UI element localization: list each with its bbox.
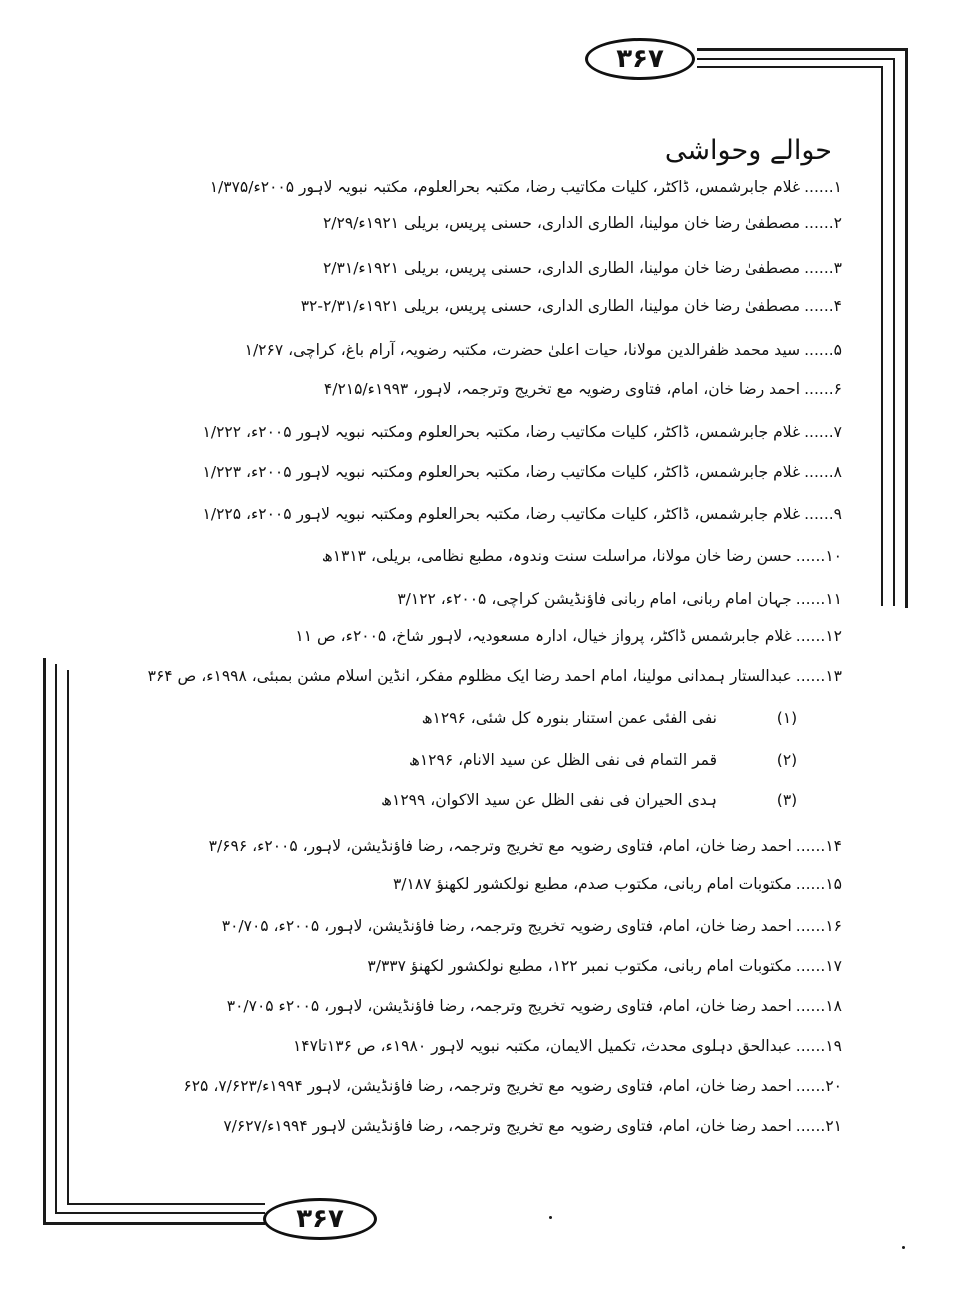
- footnote-item: ۱۴......احمد رضا خان، امام، فتاوی رضویہ مع تخریج وترجمہ، رضا فاؤنڈیشن، لاہور، ۲۰۰۵ء، ۳/۶۹۶: [208, 837, 842, 855]
- footnote-item: ۳......مصطفیٰ رضا خان مولینا، الطاری الداری، حسنی پریس، بریلی ۱۹۲۱ء/۲/۳۱: [322, 259, 842, 277]
- scan-speck: [549, 1216, 552, 1219]
- footnote-item: ۱۷......مکتوبات امام ربانی، مکتوب نمبر ۱۲۲، مطبع نولکشور لکھنؤ ۳/۳۳۷: [367, 957, 842, 975]
- page-number-top: ۳۶۷: [585, 38, 695, 80]
- footnote-item: ۱۹......عبدالحق دہلوی محدث، تکمیل الایمان، مکتبہ نبویہ لاہور ۱۹۸۰ء، ص ۱۳۶تا۱۴۷: [292, 1037, 842, 1055]
- footnote-item: ۲۱......احمد رضا خان، امام، فتاوی رضویہ مع تخریج وترجمہ، رضا فاؤنڈیشن لاہور ۱۹۹۴ء/۷/۶۲۷: [223, 1117, 842, 1135]
- footnote-item: ۱۳......عبدالستار ہمدانی مولینا، امام احمد رضا ایک مظلوم مفکر، انڈین اسلام مشن بمبئی، ۱۹۹۸ء، ص ۳۶۴: [147, 667, 842, 685]
- subnote-text: ہدی الحیران فی نفی الظل عن سید الاکوان، ۱۲۹۹ھ: [381, 791, 717, 809]
- scan-speck: [902, 1246, 905, 1249]
- footnote-item: ۱۰......حسن رضا خان مولانا، مراسلت سنت وندوہ، مطبع نظامی، بریلی، ۱۳۱۳ھ: [321, 547, 842, 565]
- footnote-item: ۵......سید محمد ظفرالدین مولانا، حیات اعلیٰ حضرت، مکتبہ رضویہ، آرام باغ، کراچی، ۱/۲۶۷: [244, 341, 842, 359]
- subnote-text: قمر التمام فی نفی الظل عن سید الانام، ۱۲۹۶ھ: [409, 751, 717, 769]
- subnote-text: نفی الفئی عمن استنار بنورہ کل شئی، ۱۲۹۶ھ: [421, 709, 717, 727]
- footnote-item: ۱۸......احمد رضا خان، امام، فتاوی رضویہ تخریج وترجمہ، رضا فاؤنڈیشن، لاہور، ۲۰۰۵ء ۳۰/۷۰۵: [226, 997, 842, 1015]
- footnote-item: ۹......غلام جابرشمس، ڈاکٹر، کلیات مکاتیب رضا، مکتبہ بحرالعلوم ومکتبہ نبویہ لاہور ۲۰۰۵ء، ۱/۲۲۵: [202, 505, 842, 523]
- subnote-marker: (۱): [776, 709, 798, 727]
- footnote-item: ۷......غلام جابرشمس، ڈاکٹر، کلیات مکاتیب رضا، مکتبہ بحرالعلوم ومکتبہ نبویہ لاہور ۲۰۰۵ء، ۱/۲۲۲: [202, 423, 842, 441]
- footnote-item: ۱۵......مکتوبات امام ربانی، مکتوب صدم، مطبع نولکشور لکھنؤ ۳/۱۸۷: [392, 875, 842, 893]
- section-heading: حوالے وحواشی: [664, 135, 832, 166]
- footnote-item: ۸......غلام جابرشمس، ڈاکٹر، کلیات مکاتیب رضا، مکتبہ بحرالعلوم ومکتبہ نبویہ لاہور ۲۰۰۵ء، ۱/۲۲۳: [202, 463, 842, 481]
- footnote-item: ۱۱......جہان امام ربانی، امام ربانی فاؤنڈیشن کراچی، ۲۰۰۵ء، ۳/۱۲۲: [397, 590, 842, 608]
- footnote-item: ۲......مصطفیٰ رضا خان مولینا، الطاری الداری، حسنی پریس، بریلی ۱۹۲۱ء/۲/۲۹: [322, 214, 842, 232]
- footnote-item: ۱......غلام جابرشمس، ڈاکٹر، کلیات مکاتیب رضا، مکتبہ بحرالعلوم، مکتبہ نبویہ لاہور ۲۰۰۵ء/۱/۳۷۵: [209, 178, 842, 196]
- page-number-bottom: ۳۶۷: [263, 1198, 377, 1240]
- subnote-item: [292, 789, 812, 811]
- subnote-marker: (۲): [776, 751, 798, 769]
- footnote-item: ۴......مصطفیٰ رضا خان مولینا، الطاری الداری، حسنی پریس، بریلی ۱۹۲۱ء/۲/۳۱-۳۲: [300, 297, 842, 315]
- subnote-marker: (۳): [776, 791, 798, 809]
- footnote-item: ۱۲......غلام جابرشمس ڈاکٹر، پرواز خیال، ادارہ مسعودیہ، لاہور شاخ، ۲۰۰۵ء، ص ۱۱: [295, 627, 842, 645]
- footnote-item: ۲۰......احمد رضا خان، امام، فتاوی رضویہ مع تخریج وترجمہ، رضا فاؤنڈیشن، لاہور ۱۹۹۴ء/۷/۶۲۳، ۶۲۵: [183, 1077, 842, 1095]
- subnote-item: [292, 749, 812, 771]
- footnote-item: ۶......احمد رضا خان، امام، فتاوی رضویہ مع تخریج وترجمہ، لاہور، ۱۹۹۳ء/۴/۲۱۵: [323, 380, 842, 398]
- subnote-item: [292, 707, 812, 729]
- footnote-item: ۱۶......احمد رضا خان، امام، فتاوی رضویہ تخریج وترجمہ، رضا فاؤنڈیشن، لاہور، ۲۰۰۵ء، ۳۰/۷۰۵: [221, 917, 842, 935]
